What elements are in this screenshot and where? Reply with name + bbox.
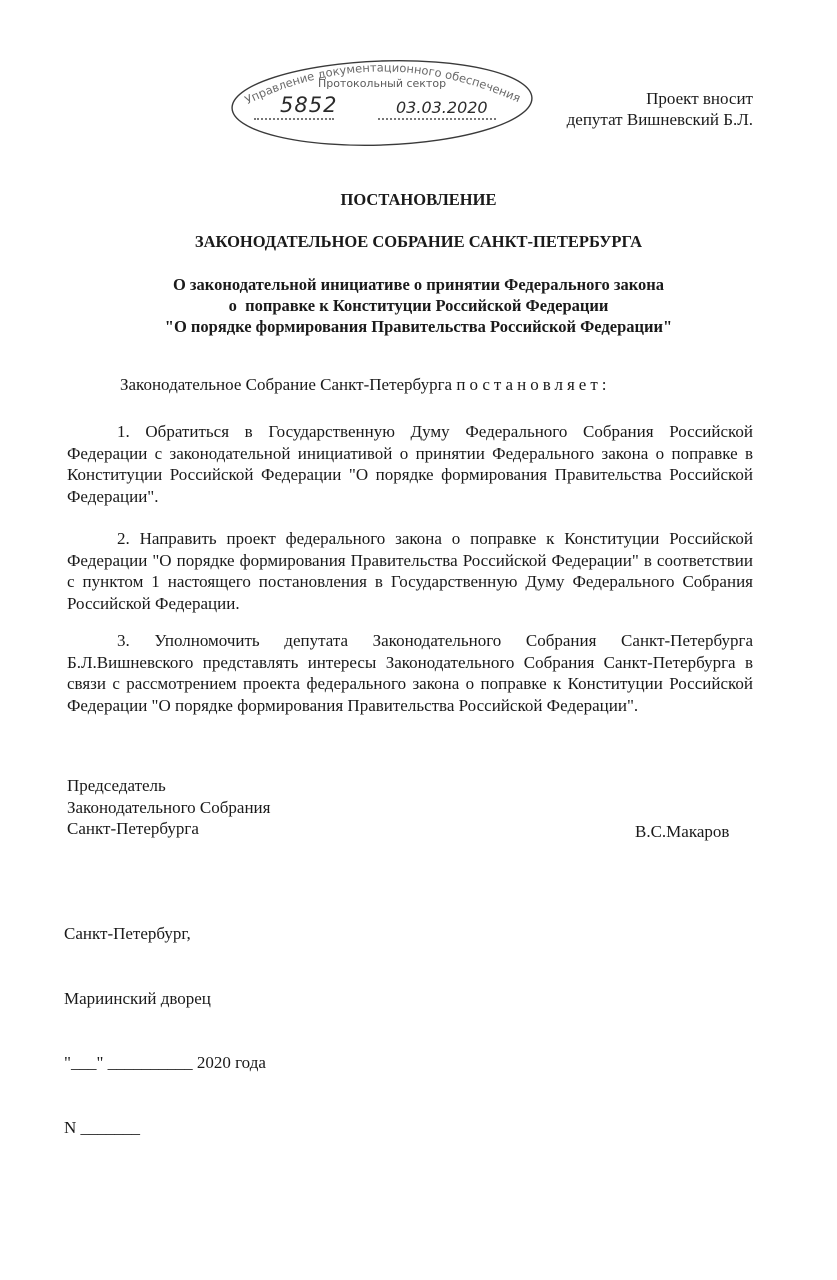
signature-title-line-1: Председатель bbox=[67, 776, 166, 795]
number-line: N _______ bbox=[64, 1117, 141, 1137]
stamp-department: Управление документационного обеспечения bbox=[242, 60, 523, 108]
subject-line-1: О законодательной инициативе о принятии Федерального закона bbox=[172, 275, 665, 294]
paragraph-2: 2. Направить проект федерального закона о поправке к Конституции Российской Федерации "О порядке формирования Правительства Российской Федерации" в соответствии с пунктом 1 настоящего постановления в Государственную Думу Федерального Собрания Российской Федерации. bbox=[67, 529, 753, 613]
stamp-date-line bbox=[378, 118, 496, 120]
submitter-line-1: Проект вносит bbox=[646, 89, 753, 108]
subject-line-2: о поправке к Конституции Российской Федерации bbox=[228, 296, 609, 315]
intro-verb: постановляет: bbox=[456, 375, 611, 394]
place-city: Санкт-Петербург, bbox=[64, 924, 191, 943]
signature-title-line-2: Законодательного Собрания bbox=[67, 797, 271, 817]
resolution-intro bbox=[67, 374, 753, 396]
date-line: "___" __________ 2020 года bbox=[64, 1053, 266, 1072]
signature-title bbox=[67, 775, 270, 840]
registration-stamp bbox=[228, 55, 536, 147]
signatory-name: В.С.Макаров bbox=[635, 822, 730, 841]
document-type-heading: ПОСТАНОВЛЕНИЕ bbox=[340, 190, 497, 209]
subject-line-3: "О порядке формирования Правительства Российской Федерации" bbox=[164, 317, 673, 336]
paragraph-1: 1. Обратиться в Государственную Думу Федерального Собрания Российской Федерации с законодательной инициативой о принятии Федерального закона о поправке в Конституции Российской Федерации "О порядке формирования Правительства Российской Федерации". bbox=[67, 422, 753, 506]
paragraph-3: 3. Уполномочить депутата Законодательного Собрания Санкт-Петербурга Б.Л.Вишневского представлять интересы Законодательного Собрания Санкт-Петербурга в связи с рассмотрением проекта федерального закона о поправке к Конституции Российской Федерации "О порядке формирования Правительства Российской Федерации". bbox=[67, 631, 753, 715]
place-venue: Мариинский дворец bbox=[64, 988, 211, 1008]
stamp-registration-number: 5852 bbox=[280, 93, 338, 117]
submitter-line-2: депутат Вишневский Б.Л. bbox=[566, 110, 753, 129]
stamp-oval-icon bbox=[228, 55, 536, 147]
issuer-heading: ЗАКОНОДАТЕЛЬНОЕ СОБРАНИЕ САНКТ-ПЕТЕРБУРГА bbox=[194, 232, 643, 251]
subject-heading bbox=[0, 274, 837, 337]
submitter-note bbox=[567, 88, 753, 130]
stamp-date: 03.03.2020 bbox=[396, 98, 488, 117]
stamp-sector: Протокольный сектор bbox=[317, 77, 447, 90]
signature-title-line-3: Санкт-Петербурга bbox=[67, 819, 199, 838]
intro-text: Законодательное Собрание Санкт-Петербурга bbox=[120, 375, 457, 394]
place-date-block bbox=[64, 880, 266, 1181]
stamp-number-line bbox=[254, 118, 334, 120]
